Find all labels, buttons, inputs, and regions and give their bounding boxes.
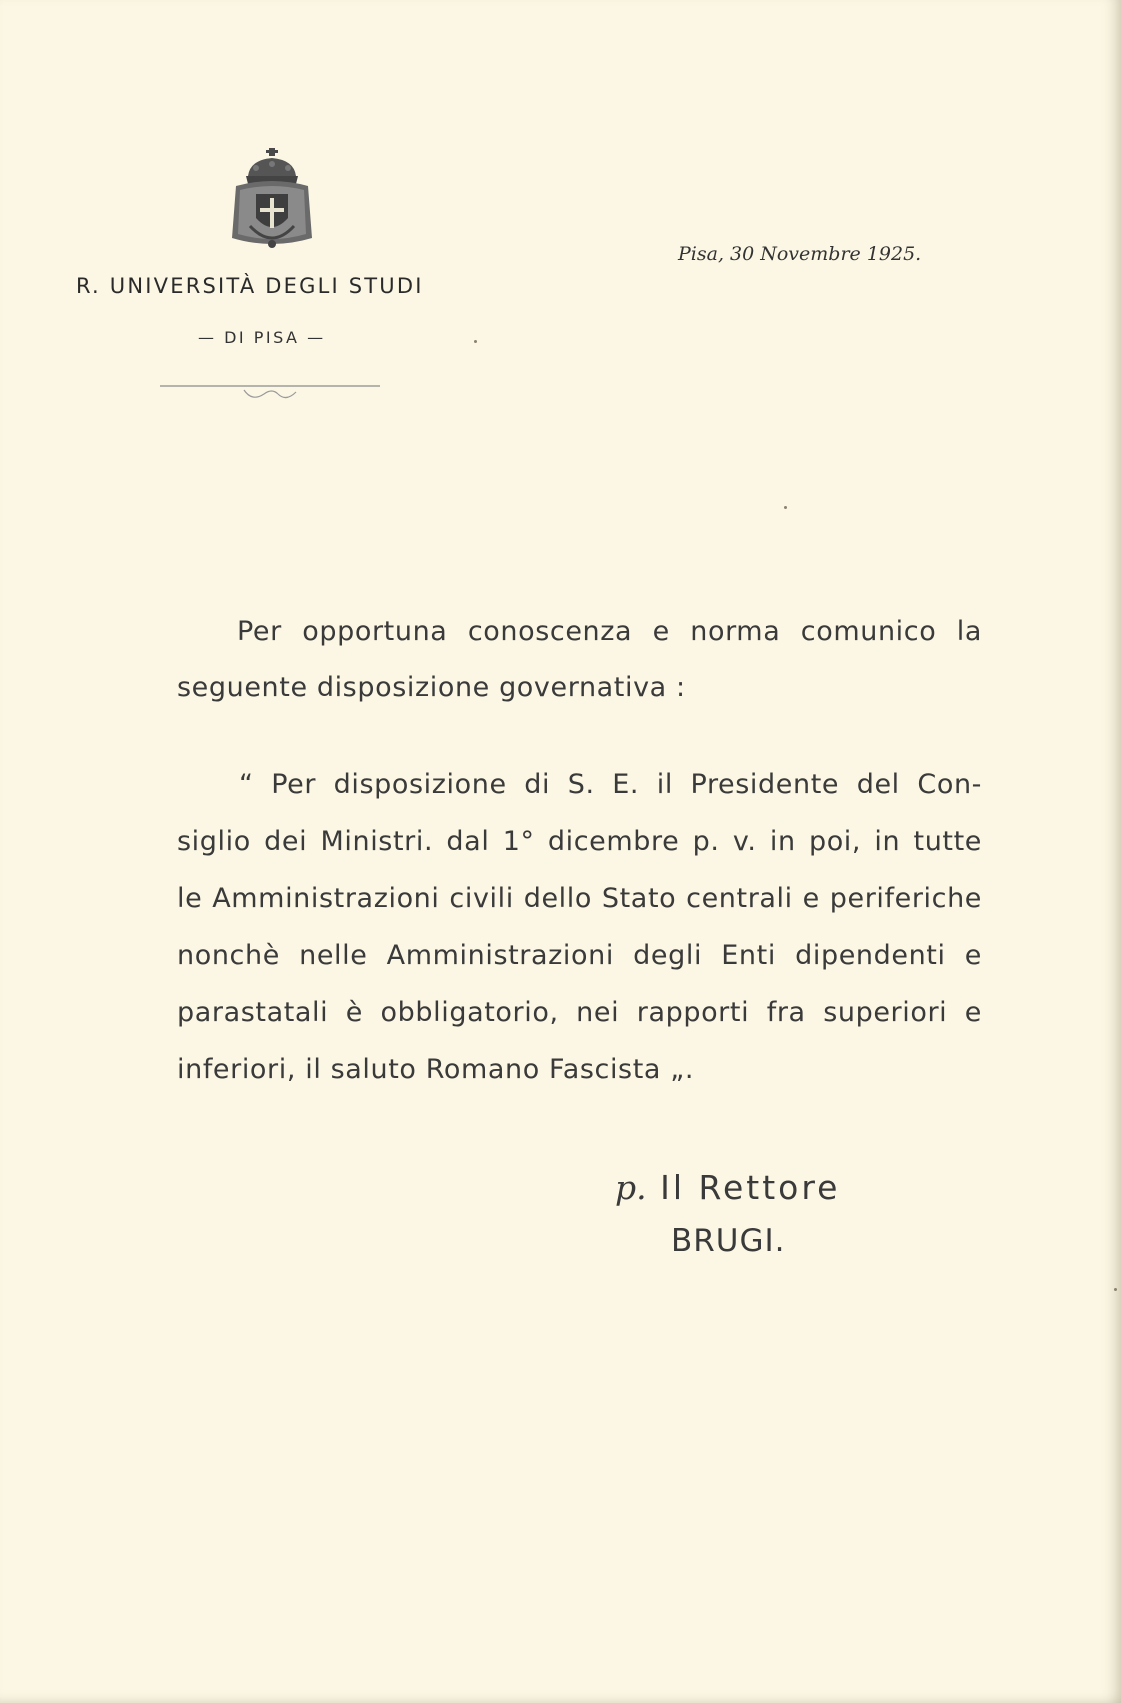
quote-line: “ Per disposizione di S. E. il Presidente del Con-: [239, 769, 982, 800]
quote-line: parastatali è obbligatorio, nei rapporti fra superiori e: [177, 997, 982, 1028]
institution-name: R. UNIVERSITÀ DEGLI STUDI: [76, 274, 424, 298]
ornament-divider: [160, 380, 380, 408]
quote-line: inferiori, il saluto Romano Fascista „.: [177, 1054, 695, 1085]
decree-quote: [177, 756, 982, 1098]
signature-role: Il Rettore: [660, 1168, 841, 1207]
quote-line: le Amministrazioni civili dello Stato centrali e periferiche: [177, 883, 982, 914]
signatory-title: [615, 1168, 875, 1207]
intro-line: Per opportuna conoscenza e norma comunico la: [237, 616, 982, 647]
quote-line: siglio dei Ministri. dal 1° dicembre p. v. in poi, in tutte: [177, 826, 982, 857]
intro-line: seguente disposizione governativa :: [177, 672, 686, 703]
paper-speck: [784, 506, 787, 509]
institution-city: — DI PISA —: [198, 328, 326, 347]
quote-line: nonchè nelle Amministrazioni degli Enti dipendenti e: [177, 940, 982, 971]
paper-speck: [474, 340, 477, 343]
royal-crest-icon: [226, 146, 318, 254]
signature-block: [615, 1168, 875, 1259]
signatory-name: BRUGI.: [671, 1223, 786, 1259]
letter-date: Pisa, 30 Novembre 1925.: [678, 243, 922, 265]
paper-speck: [1114, 1288, 1117, 1291]
signature-prefix: p.: [615, 1168, 647, 1207]
intro-paragraph: [177, 604, 982, 716]
